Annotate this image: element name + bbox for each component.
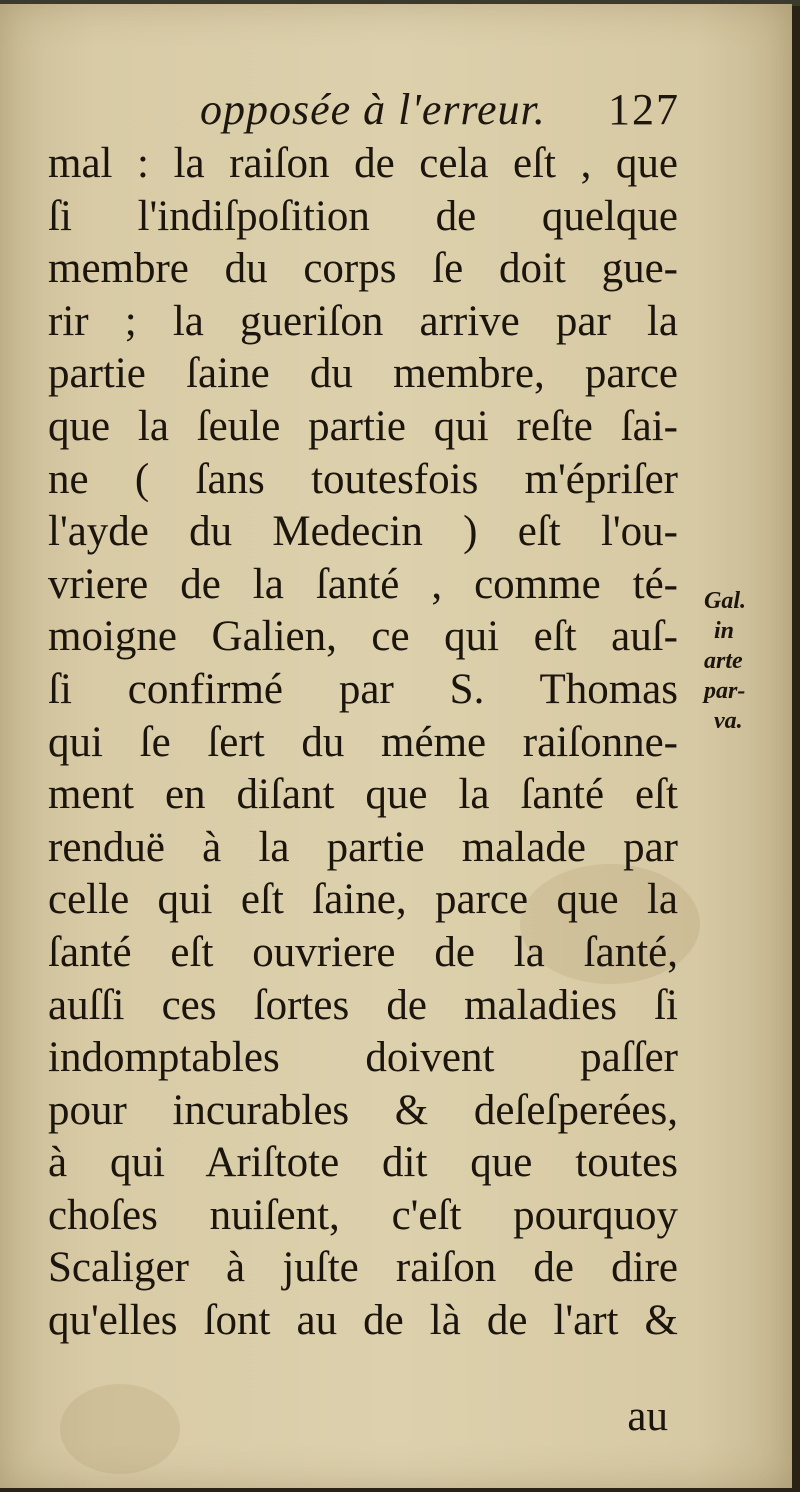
text-line: celle qui eſt ſaine, parce que la [48,876,678,924]
text-line: ſi l'indiſpoſition de quelque [48,192,678,240]
text-line: choſes nuiſent, c'eſt pourquoy [48,1191,678,1239]
book-page [0,4,792,1488]
page-header [200,84,680,144]
text-line: rir ; la gueriſon arrive par la [48,297,678,345]
page-number: 127 [608,85,680,134]
text-line: membre du corps ſe doit gue- [48,245,678,293]
text-line: mal : la raiſon de cela eſt , que [48,140,678,187]
text-line: l'ayde du Medecin ) eſt l'ou- [48,508,678,556]
text-line: qui ſe ſert du méme raiſonne- [48,718,678,766]
text-line: ment en diſant que la ſanté eſt [48,771,678,819]
text-line: ne ( ſans toutesfois m'épriſer [48,455,678,503]
text-line: pour incurables & deſeſperées, [48,1086,678,1134]
running-title: opposée à l'erreur. [200,85,546,134]
marginal-note-line: va. [714,708,743,734]
text-line: auſſi ces ſortes de maladies ſi [48,981,678,1029]
paper-stain [60,1384,180,1474]
marginal-note-line: arte [704,648,743,674]
text-line: Scaliger à juſte raiſon de dire [48,1244,678,1292]
body-text [48,138,678,1348]
text-line: indomptables doivent paſſer [48,1034,678,1082]
marginal-note-line: par- [704,678,746,704]
text-line: vriere de la ſanté , comme té- [48,560,678,608]
text-line: renduë à la partie malade par [48,823,678,871]
marginal-note [700,586,790,736]
catchword: au [627,1393,668,1440]
text-line: ſanté eſt ouvriere de la ſanté, [48,928,678,976]
text-line: partie ſaine du membre, parce [48,350,678,398]
text-line: moigne Galien, ce qui eſt auſ- [48,613,678,661]
marginal-note-line: Gal. [704,588,746,614]
text-line: à qui Ariſtote dit que toutes [48,1139,678,1187]
text-line: ſi confirmé par S. Thomas [48,665,678,713]
marginal-note-line: in [714,618,735,644]
text-line: que la ſeule partie qui reſte ſai- [48,402,678,450]
text-line: qu'elles ſont au de là de l'art & [48,1297,678,1345]
